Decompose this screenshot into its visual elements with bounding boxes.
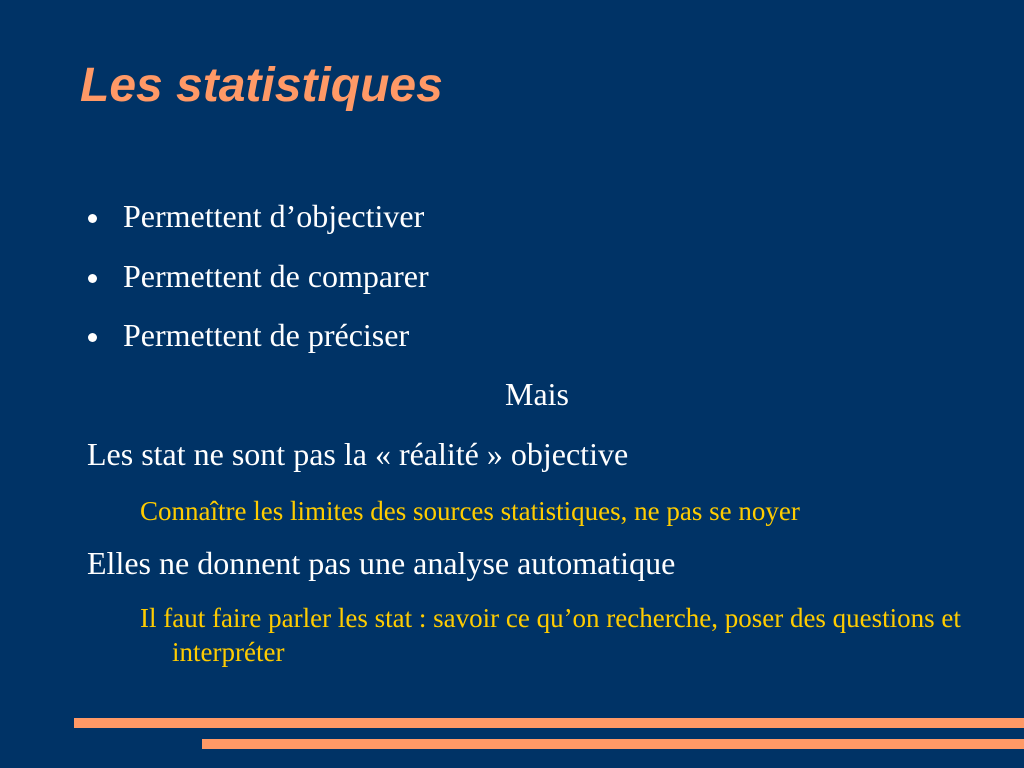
point-subtext: Connaître les limites des sources statistiques, ne pas se noyer	[140, 496, 800, 526]
point-text: Les stat ne sont pas la « réalité » objective	[87, 436, 629, 472]
bullet-dot-icon	[88, 274, 97, 283]
accent-bar-top	[74, 718, 1024, 728]
bullet-dot-icon	[88, 214, 97, 223]
transition-text: Mais	[505, 376, 569, 412]
bullet-text: Permettent de préciser	[123, 317, 410, 353]
accent-bar-bottom	[202, 739, 1024, 749]
slide-title: Les statistiques	[80, 59, 443, 112]
point-subtext: Il faut faire parler les stat : savoir ce qu’on recherche, poser des questions et interpréter	[140, 603, 961, 667]
bullet-text: Permettent d’objectiver	[123, 198, 425, 234]
bullet-text: Permettent de comparer	[123, 258, 429, 294]
bullet-dot-icon	[88, 333, 97, 342]
point-text: Elles ne donnent pas une analyse automatique	[87, 545, 676, 581]
